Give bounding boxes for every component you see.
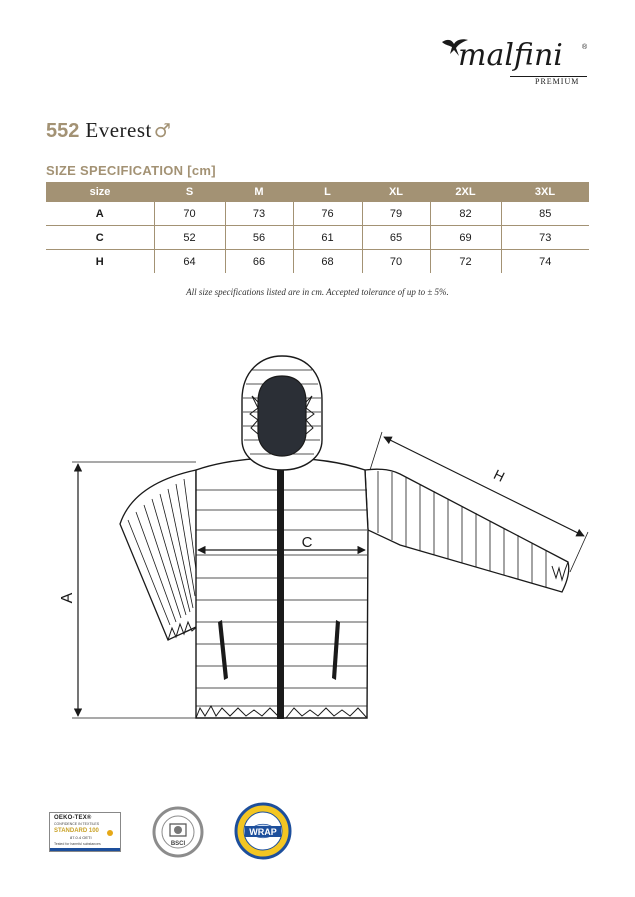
hood: [242, 356, 322, 470]
product-number: 552: [46, 120, 80, 142]
table-cell: 73: [225, 202, 293, 226]
oeko-tex-bar: [50, 848, 120, 851]
jacket-drawing: [0, 340, 635, 740]
table-cell: 61: [293, 226, 362, 250]
table-cell: 65: [362, 226, 430, 250]
male-symbol-icon: ♂: [153, 120, 171, 142]
row-label: C: [46, 226, 154, 250]
table-row: [46, 202, 589, 226]
table-header-cell: S: [154, 182, 225, 202]
oeko-tex-footer: Tested for harmful substances: [54, 842, 101, 846]
tolerance-note: All size specifications listed are in cm. Accepted tolerance of up to ± 5%.: [186, 287, 449, 297]
table-cell: 70: [362, 250, 430, 274]
logo-registered-mark: ®: [582, 44, 588, 51]
table-header-cell: 3XL: [501, 182, 589, 202]
table-row: [46, 226, 589, 250]
table-header-cell: L: [293, 182, 362, 202]
table-cell: 85: [501, 202, 589, 226]
table-header-cell: 2XL: [430, 182, 501, 202]
jacket-body: [196, 455, 368, 719]
table-cell: 82: [430, 202, 501, 226]
table-cell: 64: [154, 250, 225, 274]
brand-logo: [440, 34, 590, 90]
table-header-cell: XL: [362, 182, 430, 202]
section-title: SIZE SPECIFICATION [cm]: [46, 163, 216, 178]
dimension-h-label: H: [491, 466, 508, 485]
product-title: [46, 118, 171, 143]
table-cell: 79: [362, 202, 430, 226]
table-cell: 73: [501, 226, 589, 250]
table-row: [46, 250, 589, 274]
oeko-tex-subtitle: CONFIDENCE IN TEXTILES: [54, 822, 100, 826]
hood-opening: [258, 376, 306, 456]
table-header-row: [46, 182, 589, 202]
table-header-cell: size: [46, 182, 154, 202]
dimension-c-label: C: [301, 534, 313, 551]
bsci-seal-icon: [152, 806, 204, 858]
left-sleeve: [120, 470, 198, 640]
table-cell: 66: [225, 250, 293, 274]
product-name: Everest: [85, 118, 152, 142]
zipper: [277, 455, 284, 719]
right-sleeve: [365, 469, 569, 592]
row-label: H: [95, 255, 104, 268]
logo-tagline: PREMIUM: [535, 77, 580, 86]
table-header-cell: M: [225, 182, 293, 202]
oeko-tex-standard: STANDARD 100: [54, 828, 99, 834]
table-cell: 69: [430, 226, 501, 250]
sun-icon: [105, 828, 115, 838]
dimension-a-label: A: [59, 592, 76, 604]
oeko-tex-title: OEKO-TEX®: [54, 815, 92, 821]
oeko-tex-code: 87.0.4 OETI: [70, 835, 92, 840]
bsci-label: BSCI: [170, 841, 186, 847]
oeko-tex-badge: [49, 812, 121, 852]
table-cell: 76: [293, 202, 362, 226]
wrap-seal-icon: [232, 802, 294, 860]
table-cell: 70: [154, 202, 225, 226]
table-cell: 52: [154, 226, 225, 250]
table-cell: 72: [430, 250, 501, 274]
size-table: [46, 182, 589, 273]
logo-wordmark: malfini: [458, 38, 563, 73]
table-cell: 74: [501, 250, 589, 274]
row-label: A: [46, 202, 154, 226]
wrap-label: WRAP: [249, 827, 277, 837]
table-cell: 68: [293, 250, 362, 274]
table-cell: 56: [225, 226, 293, 250]
